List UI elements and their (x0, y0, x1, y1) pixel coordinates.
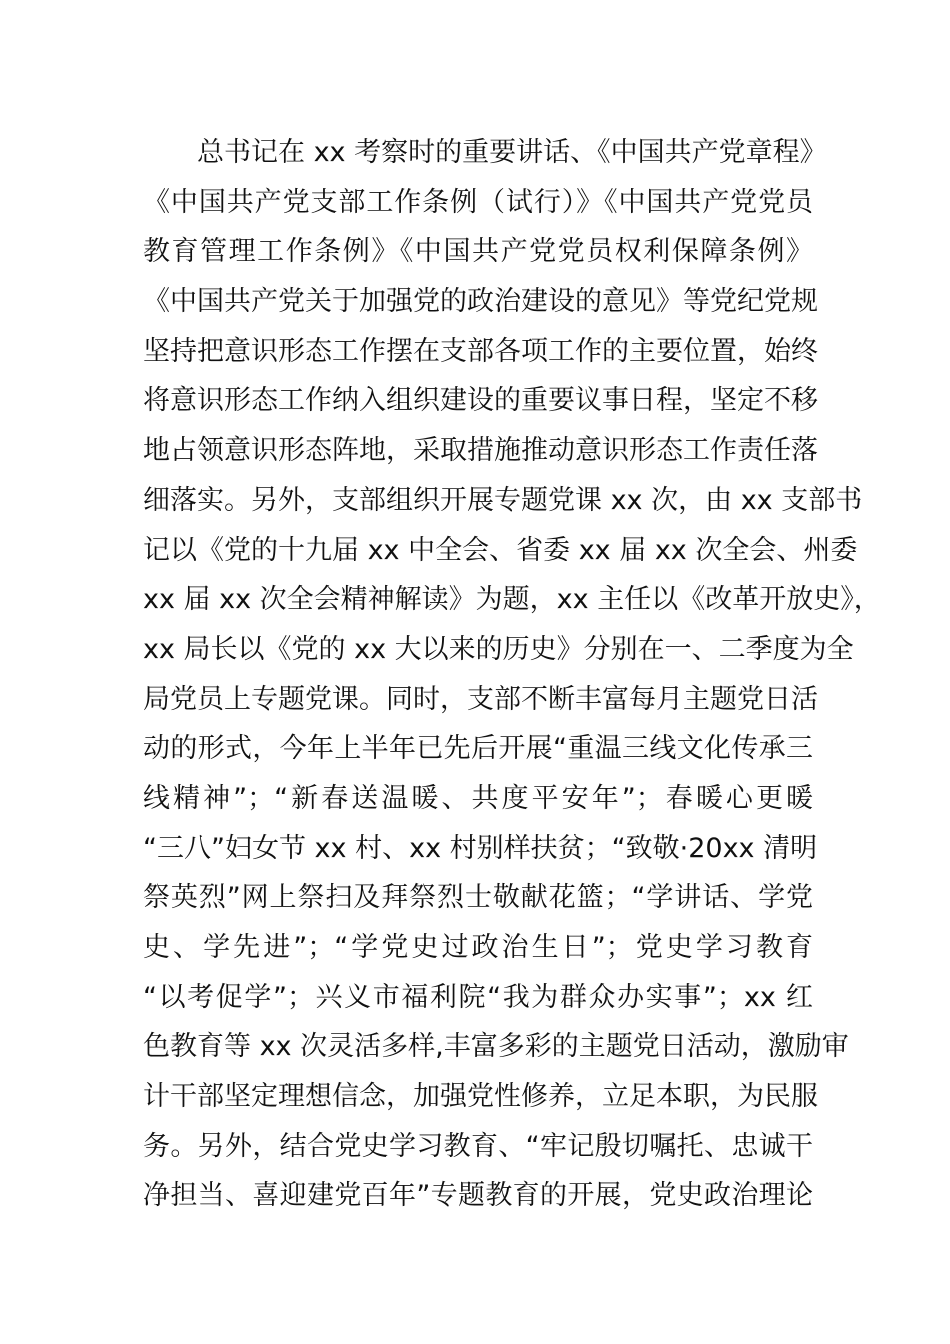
paragraph-line: 总书记在 xx 考察时的重要讲话、《中国共产党章程》 (197, 137, 827, 168)
paragraph-line: 局党员上专题党课。同时，支部不断丰富每月主题党日活 (143, 683, 818, 715)
paragraph-line: 细落实。另外，支部组织开展专题党课 xx 次，由 xx 支部书 (143, 484, 863, 516)
body-paragraph (143, 128, 881, 1221)
paragraph-line: 《中国共产党关于加强党的政治建设的意见》等党纪党规 (143, 286, 818, 318)
paragraph-line: 线精神”；“新春送温暖、共度平安年”；春暖心更暖 (143, 782, 813, 814)
paragraph-line: 史、学先进”；“学党史过政治生日”；党史学习教育 (143, 932, 813, 963)
paragraph-line: 祭英烈”网上祭扫及拜祭烈士敬献花篮；“学讲话、学党 (143, 882, 813, 914)
paragraph-line: 《中国共产党支部工作条例（试行）》《中国共产党党员 (143, 186, 813, 218)
paragraph-line: “三八”妇女节 xx 村、xx 村别样扶贫；“致敬·20xx 清明 (143, 832, 818, 864)
paragraph-line: 教育管理工作条例》《中国共产党党员权利保障条例》 (143, 236, 813, 268)
paragraph-line: 动的形式，今年上半年已先后开展“重温三线文化传承三 (143, 733, 813, 765)
paragraph-line: 将意识形态工作纳入组织建设的重要议事日程，坚定不移 (143, 385, 818, 417)
paragraph-line: 务。另外，结合党史学习教育、“牢记殷切嘱托、忠诚干 (143, 1130, 813, 1162)
paragraph-line: 记以《党的十九届 xx 中全会、省委 xx 届 xx 次全会、州委 (143, 534, 858, 566)
paragraph-line: 地占领意识形态阵地，采取措施推动意识形态工作责任落 (143, 435, 818, 467)
paragraph-line: 计干部坚定理想信念，加强党性修养，立足本职，为民服 (143, 1081, 818, 1113)
paragraph-line: 净担当、喜迎建党百年”专题教育的开展，党史政治理论 (143, 1180, 813, 1212)
paragraph-line: 色教育等 xx 次灵活多样,丰富多彩的主题党日活动，激励审 (143, 1031, 849, 1063)
paragraph-line: xx 届 xx 次全会精神解读》为题，xx 主任以《改革开放史》， (143, 584, 881, 616)
paragraph-line: 坚持把意识形态工作摆在支部各项工作的主要位置，始终 (143, 335, 818, 367)
paragraph-line: xx 局长以《党的 xx 大以来的历史》分别在一、二季度为全 (143, 633, 854, 665)
paragraph-line: “以考促学”；兴义市福利院“我为群众办实事”；xx 红 (143, 981, 813, 1013)
